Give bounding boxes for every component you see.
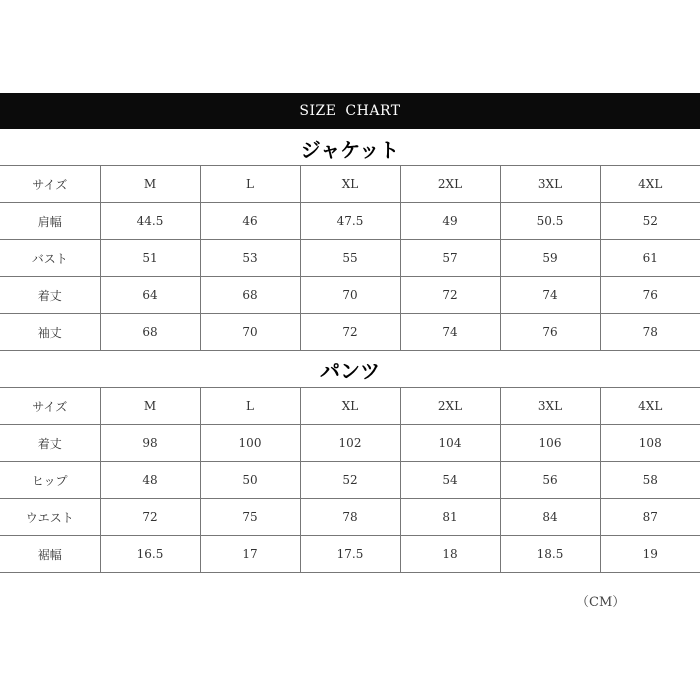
table-cell: 61 [600,240,700,277]
table-cell: 76 [500,314,600,351]
table-cell: 44.5 [100,203,200,240]
table-cell: 57 [400,240,500,277]
header-cell: XL [300,388,400,425]
table-cell: 68 [200,277,300,314]
header-cell: サイズ [0,166,100,203]
table-cell: 17 [200,536,300,573]
row-label: 着丈 [0,425,100,462]
table-cell: 81 [400,499,500,536]
table-cell: 102 [300,425,400,462]
table-cell: 16.5 [100,536,200,573]
jacket-title: ジャケット [300,138,400,162]
table-cell: 104 [400,425,500,462]
table-cell: 50 [200,462,300,499]
table-header-row [0,166,700,203]
pants-title: パンツ [320,359,380,383]
table-header-row [0,388,700,425]
table-row [0,536,700,573]
table-cell: 100 [200,425,300,462]
table-row [0,277,700,314]
table-cell: 74 [400,314,500,351]
table-row [0,314,700,351]
row-label: 裾幅 [0,536,100,573]
table-cell: 52 [300,462,400,499]
table-cell: 47.5 [300,203,400,240]
table-cell: 56 [500,462,600,499]
unit-label: （CM） [576,595,626,610]
row-label: ヒップ [0,462,100,499]
table-cell: 76 [600,277,700,314]
table-cell: 50.5 [500,203,600,240]
table-cell: 70 [200,314,300,351]
table-cell: 78 [300,499,400,536]
header-cell: 3XL [500,166,600,203]
table-cell: 51 [100,240,200,277]
header-cell: M [100,166,200,203]
table-cell: 72 [300,314,400,351]
header-cell: サイズ [0,388,100,425]
table-cell: 58 [600,462,700,499]
table-cell: 55 [300,240,400,277]
table-cell: 64 [100,277,200,314]
table-cell: 84 [500,499,600,536]
table-cell: 19 [600,536,700,573]
table-cell: 17.5 [300,536,400,573]
row-label: バスト [0,240,100,277]
size-chart-banner: SIZE CHART [0,93,700,129]
header-cell: 2XL [400,166,500,203]
table-cell: 72 [100,499,200,536]
table-cell: 78 [600,314,700,351]
table-row [0,203,700,240]
header-cell: L [200,388,300,425]
pants-size-table [0,387,700,573]
table-cell: 49 [400,203,500,240]
table-cell: 72 [400,277,500,314]
table-cell: 98 [100,425,200,462]
header-cell: M [100,388,200,425]
row-label: 着丈 [0,277,100,314]
row-label: 袖丈 [0,314,100,351]
table-cell: 108 [600,425,700,462]
table-cell: 18 [400,536,500,573]
table-cell: 18.5 [500,536,600,573]
table-cell: 53 [200,240,300,277]
table-cell: 54 [400,462,500,499]
table-cell: 87 [600,499,700,536]
table-row [0,425,700,462]
table-cell: 48 [100,462,200,499]
row-label: ウエスト [0,499,100,536]
table-cell: 59 [500,240,600,277]
table-cell: 52 [600,203,700,240]
table-cell: 106 [500,425,600,462]
row-label: 肩幅 [0,203,100,240]
header-cell: 4XL [600,388,700,425]
table-cell: 46 [200,203,300,240]
header-cell: XL [300,166,400,203]
header-cell: 4XL [600,166,700,203]
header-cell: L [200,166,300,203]
table-row [0,240,700,277]
table-row [0,462,700,499]
table-cell: 68 [100,314,200,351]
table-cell: 74 [500,277,600,314]
header-cell: 3XL [500,388,600,425]
table-row [0,499,700,536]
jacket-size-table [0,165,700,351]
table-cell: 70 [300,277,400,314]
table-cell: 75 [200,499,300,536]
header-cell: 2XL [400,388,500,425]
